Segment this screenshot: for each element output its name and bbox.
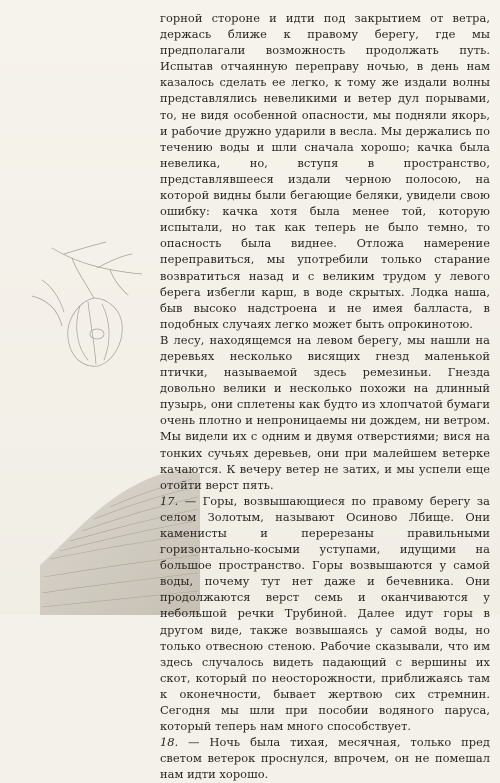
body-text bbox=[160, 10, 490, 783]
paragraph-17-text: — Горы, возвышающиеся по правому берегу за селом Золотым, называют Осиново Лбище. Они каменисты и перерезаны правильными горизонтально-косыми уступами, идущими на большое пространство. Горы возвышаются у самой воды, почему тут нет даже и бечевника. Они продолжаются верст семь и оканчиваются у небольшой речки Трубиной. Далее идут горы в другом виде, также возвышаясь у самой воды, но только отвесною стеною. Рабочие сказывали, что им здесь случалось видеть падающий с вершины их скот, который по неосторожности, приближаясь там к оконечности, бывает жертвою сих стремнин. Сегодня мы шли при пособии водяного паруса, который теперь нам много способствует. bbox=[160, 493, 490, 734]
paragraph-number-18: 18. bbox=[160, 735, 179, 750]
paragraph-2-text: В лесу, находящемся на левом берегу, мы нашли на деревьях несколько висящих гнезд маленькой птички, называемой здесь ремезиньи. Гнезда довольно велики и несколько похожи на длинный пузырь, они сплетены как будто из хлопчатой бумаги очень плотно и непроницаемы ни дождем, ни ветром. Мы видели их с одним и двумя отверстиями; вися на тонких сучьях деревьев, они при малейшем ветерке качаются. К вечеру ветер не затих, и мы успели еще отойти верст пять. bbox=[160, 332, 490, 492]
paragraph-18-text: — Ночь была тихая, месячная, только пред светом ветерок проснулся, впрочем, он не помешал нам идти хорошо. bbox=[160, 735, 490, 782]
paragraph-1: горной стороне и идти под закрытием от ветра, держась ближе к правому берегу, где мы предполагали возможность продолжать путь. Испытав отчаянную переправу ночью, в день нам казалось сделать ее легко, к тому же издали волны представлялись невеликими и ветер дул порывами, то, не видя особенной опасности, мы подняли якорь, и рабочие дружно ударили в весла. Мы держались по течению воды и шли сначала хорошо; качка была невелика, но, вступя в пространство, представлявшееся издали черною полосою, на которой видны были бегающие беляки, увидели свою ошибку: качка хотя была менее той, которую испытали, но так как теперь не было темно, то опасность была виднее. Отложа намерение переправиться, мы употребили только старание возвратиться назад и с великим трудом у левого берега избегли карш, в воде скрытых. Лодка наша, быв высоко надстроена и не имея балласта, в подобных случаях легко может быть опрокинотою. bbox=[160, 11, 490, 331]
paragraph-number-17: 17. bbox=[160, 493, 179, 508]
paragraph-2 bbox=[160, 332, 490, 493]
nest-sketch bbox=[2, 240, 152, 390]
paragraph-17 bbox=[160, 493, 490, 734]
paragraph-18 bbox=[160, 734, 490, 782]
